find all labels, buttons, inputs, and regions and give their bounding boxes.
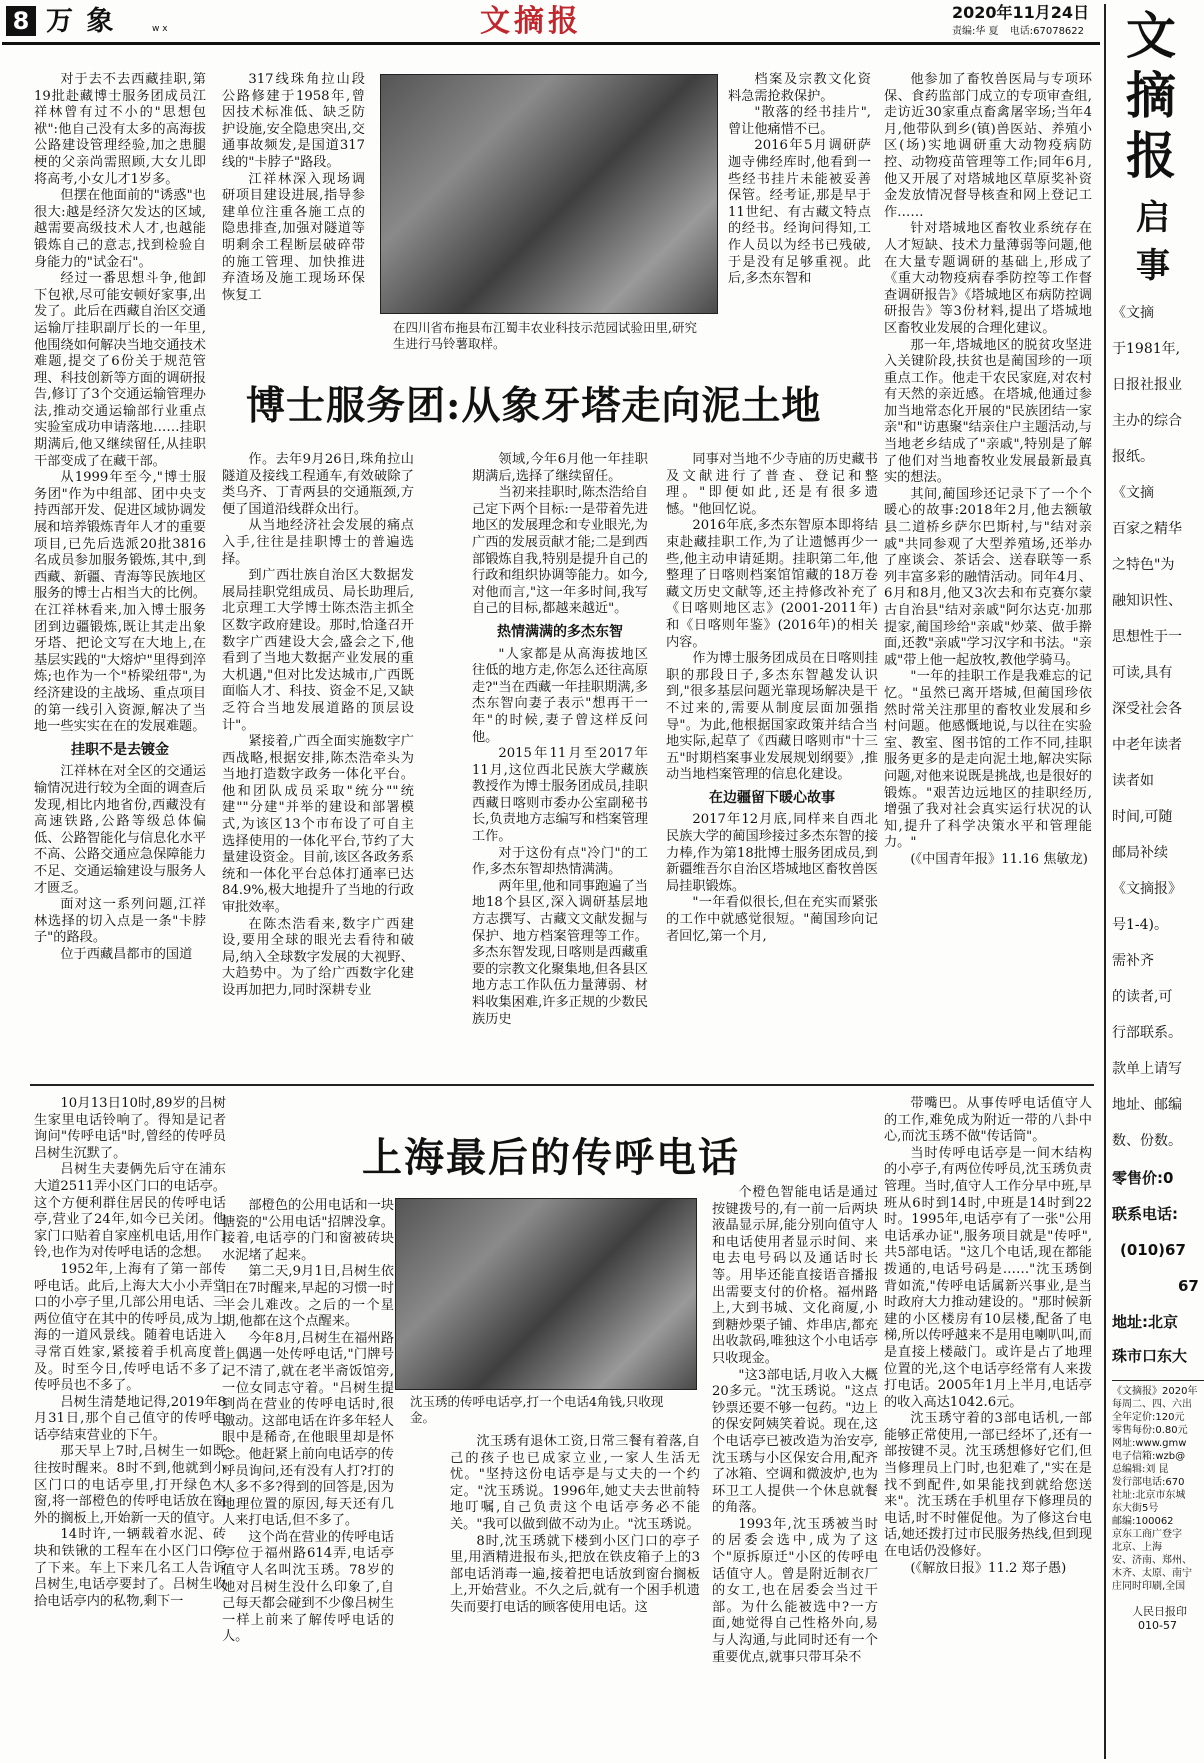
sidebar-notice-line: 百家之精华: [1112, 521, 1182, 537]
story2-col-2: [222, 1198, 394, 1756]
story1-col-2: [222, 72, 365, 357]
subheading: 热情满满的多杰东智: [497, 623, 623, 640]
sidebar-info-line: 全年定价:120元: [1112, 1412, 1185, 1423]
sidebar-info-line: 邮编:100062: [1112, 1516, 1174, 1527]
story2-photo-caption: 沈玉琇的传呼电话亭,打一个电话4角钱,只收现金。: [410, 1394, 664, 1425]
section-subtitle: w x: [152, 24, 168, 34]
story1-paragraph: 从1999年至今,"博士服务团"作为中组部、团中央支持西部开发、促进区域协调发展和培养锻炼青年人才的重要项目,已先后选派20批3816名成员参加服务锻炼,其中,到西藏、新疆、青海等民族地区服务的博士占相当大的比例。在江祥林看来,加入博士服务团到边疆锻炼,既让其走出象牙塔、把论文写在大地上,在基层实践的"大熔炉"里得到淬炼;也作为一个"桥梁纽带",为经济建设的主战场、重点项目的第一线引入资源,解决了当地一些实实在在的发展难题。: [34, 470, 206, 735]
story1-col-3: [728, 72, 871, 357]
sidebar-notice-line: 于1981年,: [1112, 341, 1181, 357]
header-rule: [2, 42, 1100, 45]
sidebar-info-line: 安、济南、郑州、: [1112, 1555, 1192, 1566]
story2-paragraph: 1993年,沈玉琇被当时的居委会选中,成为了这个"原拆原迁"小区的传呼电话值守人。曾是附近制衣厂的女工,也在居委会当过干部。为什么能被选中?一方面,她觉得自己性格外向,易与人沟通,与此同时还有一个重要优点,就事只带耳朵不: [712, 1516, 878, 1665]
sidebar-address-2: 珠市口东大: [1112, 1347, 1188, 1365]
story1-paragraph: "散落的经书挂片",曾让他痛惜不已。: [728, 105, 871, 137]
story1-paragraph: 他参加了畜牧兽医局与专项环保、食药监部门成立的专项审查组,走访近30家重点畜禽屠宰场;当年4月,他带队到乡(镇)兽医站、养殖小区(场)实地调研重大动物疫病防控、动物疫苗管理等工作;同年6月,他又开展了对塔城地区草原奖补资金发放情况督导核查和网上登记工作……: [884, 72, 1092, 220]
sidebar-address: 地址:北京: [1112, 1313, 1178, 1331]
story1-paragraph: 2017年12月底,同样来自西北民族大学的蔺国珍接过多杰东智的接力棒,作为第18批博士服务团成员,到新疆维吾尔自治区塔城地区畜牧兽医局挂职锻炼。: [666, 812, 878, 894]
story2-paragraph: 今年8月,吕树生在福州路上偶遇一处传呼电话,"门牌号记不清了,就在老半斋饭馆旁,一位女同志守着。"吕树生提到尚在营业的传呼电话时,很激动。这部电话在许多年轻人眼中是稀奇,在他眼里却是怀念。他赶紧上前向电话亭的传呼员询问,还有没有人打?打的人多不多?得到的回答是,因为地理位置的原因,每天还有几人来打电话,但不多了。: [222, 1330, 394, 1529]
story1-paragraph: 江祥林在对全区的交通运输情况进行较为全面的调查后发现,相比内地省份,西藏没有高速铁路,公路等级总体偏低、公路智能化与信息化水平不高、公路交通应急保障能力不足、交通运输建设与服务人才匮乏。: [34, 764, 206, 896]
sidebar-heading-char: 启: [1136, 198, 1170, 238]
story1-paragraph: 紧接着,广西全面实施数字广西战略,根据安排,陈杰浩牵头为当地打造数字政务一体化平台。他和团队成员采取"统分""统建""分建"并举的建设和部署模式,为该区13个市布设了可自主选择使用的一体化平台,节约了大量建设资金。目前,该区各政务系统和一体化平台总体打通率已达84.9%,极大地提升了当地的行政审批效率。: [222, 734, 414, 916]
sidebar-masthead-char: 摘: [1126, 66, 1176, 125]
story1-col-1: [34, 72, 206, 1067]
story2-paragraph: 这个尚在营业的传呼电话亭位于福州路614弄,电话亭值守人名叫沈玉琇。78岁的她对吕树生没什么印象了,自己每天都会碰到不少像吕树生一样上前来了解传呼电话的人。: [222, 1529, 394, 1645]
section-title: 万 象: [46, 6, 116, 37]
story1-paragraph: "人家都是从高海拔地区往低的地方走,你怎么还往高原走?"当在西藏一年挂职期满,多杰东智向妻子表示"想再干一年"的时候,妻子曾这样反问他。: [472, 646, 648, 745]
story1-col-7: [666, 452, 878, 1067]
story2-paragraph: 沈玉琇有退休工资,日常三餐有着落,自己的孩子也已成家立业,一家人生活无忧。"坚持这份电话亭是与丈夫的一个约定。"沈玉琇说。1996年,她丈夫去世前特地叮嘱,自己负责这个电话亭务必不能关。"我可以做到做不动为止。"沈玉琇说。: [450, 1434, 700, 1532]
sidebar-notice-lines: [1112, 304, 1204, 1150]
story1-paragraph: 位于西藏昌都市的国道: [60, 946, 193, 962]
sidebar-heading: [1136, 194, 1204, 290]
story1-paragraph: 对于这份有点"冷门"的工作,多杰东智却热情满满。: [472, 845, 648, 878]
subheading: 挂职不是去镀金: [71, 741, 169, 758]
story1-paragraph: 经过一番思想斗争,他卸下包袱,尽可能安顿好家事,出发了。此后在西藏自治区交通运输厅挂职副厅长的一年里,他围绕如何解决当地交通技术难题,提交了6份关于规范管理、科技创新等方面的调研报告,修订了3个交通运输管理办法,推动交通运输部行业重点实验室成功申请落地……挂职期满后,他又继续留任,从挂职干部变成了在藏干部。: [34, 271, 206, 469]
sidebar-price: 零售价:0: [1112, 1169, 1174, 1187]
sidebar-notice-line: 的读者,可: [1112, 989, 1173, 1005]
story1-paragraph: 2015年11月至2017年11月,这位西北民族大学藏族教授作为博士服务团成员,挂职西藏日喀则市委办公室副秘书长,负责地方志编写和档案管理工作。: [472, 746, 648, 845]
sidebar-notice-line: 《文摘: [1112, 485, 1154, 501]
sidebar-info-line: 发行部电话:670: [1112, 1477, 1185, 1488]
story1-paragraph: "一年的挂职工作是我难忘的记忆。"虽然已离开塔城,但蔺国珍依然时常关注那里的畜牧业发展和乡村问题。他感慨地说,与以往在实验室、教室、图书馆的工作不同,挂职服务更多的是走向泥土地,解决实际问题,对他来说既是挑战,也是很好的锻炼。"艰苦边远地区的挂职经历,增强了我对社会真实运行状况的认知,提升了科学决策水平和管理能力。": [884, 669, 1092, 851]
story1-photo: [380, 74, 718, 314]
story1-photo-caption: 在四川省布拖县布江蜀丰农业科技示范园试验田里,研究生进行马铃薯取样。: [393, 320, 697, 351]
sidebar-notice-line: 主办的综合: [1112, 413, 1182, 429]
sidebar-info-line: 木齐、太原、南宁: [1112, 1568, 1192, 1579]
page-number: 8: [12, 7, 30, 35]
story1-paragraph: 同事对当地不少寺庙的历史藏书及文献进行了普查、登记和整理。"即便如此,还是有很多遗憾。"他回忆说。: [666, 452, 878, 517]
sidebar-info-line: 每周二、四、六出: [1112, 1399, 1192, 1410]
sidebar-notice-line: 思想性于一: [1112, 629, 1182, 645]
story2-paragraph: 带嘴巴。从事传呼电话值守人的工作,难免成为附近一带的八卦中心,而沈玉琇不做"传话筒"。: [884, 1096, 1092, 1145]
sidebar-notice-line: 《文摘报》: [1112, 881, 1182, 897]
story-divider: [30, 1084, 1094, 1086]
sidebar-notice-line: 可读,具有: [1112, 665, 1173, 681]
sidebar-masthead: [1126, 6, 1204, 186]
sidebar-notice-line: 深受社会各: [1112, 701, 1182, 717]
sidebar-notice-line: 报纸。: [1112, 449, 1154, 465]
sidebar-notice-line: 邮局补续: [1112, 845, 1168, 861]
story1-paragraph: 在陈杰浩看来,数字广西建设,要用全球的眼光去看待和破局,纳入全球数字发展的大视野、大趋势中。为了给广西数字化建设再加把力,同时深耕专业: [222, 916, 414, 998]
story2-paragraph: 吕树生清楚地记得,2019年8月31日,那个自己值守的传呼电话亭结束营业的下午。: [34, 1394, 226, 1443]
story2-photo: [395, 1198, 697, 1390]
sidebar-notice-line: 融知识性、: [1112, 593, 1182, 609]
sidebar-notice-line: 需补齐: [1112, 953, 1154, 969]
sidebar-notice-line: 读者如: [1112, 773, 1154, 789]
editor-phone: 电话:67078622: [1009, 26, 1085, 37]
story1-paragraph: 面对这一系列问题,江祥林选择的切入点是一条"卡脖子"的路段。: [34, 897, 206, 946]
story2-paragraph: 个橙色智能电话是通过按键拨号的,有一前一后两块液晶显示屏,能分别向值守人和电话使用者显示时间、来电去电号码以及通话时长等。用毕还能直接语音播报出需要支付的价格。福州路上,大到书城、文化商厦,小到糖炒栗子铺、炸串店,都充出收款码,唯独这个小电话亭只收现金。: [712, 1185, 878, 1366]
sidebar-divider: [1104, 4, 1106, 1759]
page-number-badge: [6, 6, 36, 36]
story1-paragraph: 从当地经济社会发展的痛点入手,往往是挂职博士的普遍选择。: [222, 518, 414, 567]
story1-paragraph: 其间,蔺国珍还记录下了一个个暖心的故事:2018年2月,他去额敏县二道桥乡萨尔巴斯村,与"结对亲戚"共同参观了大型养殖场,还举办了座谈会、茶话会、送春联等一系列丰富多彩的融情活动。同年4月、6月和8月,他又3次去和布克赛尔蒙古自治县"结对亲戚"阿尔达克·加那提家,蔺国珍给"亲戚"炒菜、做手擀面,还教"亲戚"学习汉字和书法。"亲戚"带上他一起放牧,教他学骑马。: [884, 486, 1092, 668]
story2-paragraph: 14时许,一辆载着水泥、砖块和铁锹的工程车在小区门口停了下来。车上下来几名工人告诉吕树生,电话亭要封了。吕树生收拾电话亭内的私物,剩下一: [34, 1527, 226, 1609]
sidebar-footer-1: 人民日报印: [1132, 1605, 1187, 1618]
story1-paragraph: 当初来挂职时,陈杰浩给自己定下两个目标:一是带着先进地区的发展理念和专业眼光,为广西的发展贡献才能;二是到西部锻炼自我,特别是提升自己的行政和组织协调等能力。如今,对他而言,"这一年多时间,我写自己的目标,都越来越近"。: [472, 485, 648, 617]
sidebar-info-line: 总编辑:刘 昆: [1112, 1464, 1169, 1475]
story2-paragraph: 第二天,9月1日,吕树生依旧在7时醒来,早起的习惯一时半会儿难改。之后的一个星期,他都在这个点醒来。: [222, 1264, 394, 1330]
story2-col-4: [884, 1096, 1092, 1756]
story2-paragraph: 吕树生夫妻俩先后守在浦东大道2511弄小区门口的电话亭。这个方便利群住居民的传呼电话亭,营业了24年,如今已关闭。他家门口贴着自家座机电话,用作门铃,也作为对传呼电话的念想。: [34, 1162, 226, 1261]
sidebar-info-line: 零售每份:0.80元: [1112, 1425, 1188, 1436]
story1-paragraph: 作为博士服务团成员在日喀则挂职的那段日子,多杰东智越发认识到,"很多基层问题光靠现场解决是干不过来的,需要从制度层面加强指导"。为此,他根据国家政策并结合当地实际,起草了《西藏日喀则市"十三五"时期档案事业发展规划纲要》,推动当地档案管理的信息化建设。: [666, 651, 878, 783]
story1-paragraph: 那一年,塔城地区的脱贫攻坚进入关键阶段,扶贫也是蔺国珍的一项重点工作。他走干农民家庭,对农村有天然的亲近感。在塔城,他通过参加当地常态化开展的"民族团结一家亲"和"访惠聚"结亲住户主题活动,与当地老乡结成了"亲戚",特别是了解了他们对当地畜牧业发展最新最真实的想法。: [884, 337, 1092, 486]
sidebar-info-line: 京东工商广登字: [1112, 1529, 1182, 1540]
subheading: 在边疆留下暖心故事: [709, 789, 835, 806]
story1-paragraph: 两年里,他和同事跑遍了当地18个县区,深入调研基层地方志撰写、古藏文文献发掘与保护、地方档案管理等工作。多杰东智发现,日喀则是西藏重要的宗教文化聚集地,但各县区地方志工作队伍力量薄弱、材料收集困难,许多正规的少数民族历史: [472, 878, 648, 1027]
sidebar-masthead-char: 文: [1126, 6, 1176, 65]
sidebar-heading-char: 事: [1136, 246, 1170, 286]
sidebar-info-line: 庄同时印刷,全国: [1112, 1581, 1186, 1592]
sidebar-notice-line: 《文摘: [1112, 305, 1154, 321]
masthead: 文摘报: [480, 4, 582, 39]
story2-paragraph: 8时,沈玉琇就下楼到小区门口的亭子里,用酒精进报布头,把放在铁皮箱子上的3部电话消毒一遍,接着把电话放到窗台搁板上,开始营业。不久之后,就有一个困手机遗失而要打电话的顾客使用电话。这: [450, 1533, 700, 1615]
story1-col-6: [472, 452, 648, 1067]
issue-date: 2020年11月24日: [952, 3, 1090, 22]
sidebar-notice-line: 数、份数。: [1112, 1133, 1182, 1149]
sidebar-notice-line: 号1-4)。: [1112, 917, 1169, 933]
sidebar-notice-line: 中老年读者: [1112, 737, 1182, 753]
sidebar-notice-line: 时间,可随: [1112, 809, 1173, 825]
editor-name: 责编:华 夏: [952, 26, 999, 37]
story2-paragraph: (《解放日报》11.2 郑子愚): [910, 1560, 1067, 1576]
story1-paragraph: 但摆在他面前的"诱惑"也很大:越是经济欠发达的区域,越需要高级技术人才,也越能锻炼自己的意志,找到检验自身能力的"试金石"。: [34, 188, 206, 270]
story1-paragraph: 档案及宗教文化资料急需抢救保护。: [728, 72, 871, 104]
sidebar-info-line: 东大街5号: [1112, 1503, 1159, 1514]
story1-paragraph: 到广西壮族自治区大数据发展局挂职党组成员、局长助理后,北京理工大学博士陈杰浩主抓全区数字政府建设。那时,恰逢召开数字广西建设大会,盛会之下,他看到了当地大数据产业发展的重大机遇,"但对比发达城市,广西既面临人才、科技、资金不足,又缺乏符合当地发展道路的顶层设计"。: [222, 568, 414, 733]
sidebar-notice-line: 行部联系。: [1112, 1025, 1182, 1041]
editor-line: [952, 26, 1084, 38]
sidebar-info-line: 网址:www.gmw: [1112, 1438, 1187, 1449]
sidebar-notice-line: 日报社报业: [1112, 377, 1182, 393]
story1-col-5: [222, 452, 414, 1067]
sidebar-info-line: 《文摘报》2020年: [1112, 1386, 1198, 1397]
sidebar: [1112, 6, 1204, 1761]
story1-paragraph: 对于去不去西藏挂职,第19批赴藏博士服务团成员江祥林曾有过不小的"思想包袱":他自己没有太多的高海拔公路建设管理经验,加之患腿梗的父亲尚需照顾,大女儿即将高考,小女儿才1岁多。: [34, 72, 206, 187]
story2-headline: 上海最后的传呼电话: [362, 1134, 740, 1181]
sidebar-info-line: 北京、上海: [1112, 1542, 1162, 1553]
story2-col-1: [34, 1096, 226, 1756]
story2-paragraph: 部橙色的公用电话和一块搪瓷的"公用电话"招牌没拿。接着,电话亭的门和窗被砖块水泥堵了起来。: [222, 1198, 394, 1263]
story1-paragraph: 317线珠角拉山段公路修建于1958年,曾因技术标准低、缺乏防护设施,安全隐患突出,交通事故频发,是国道317线的"卡脖子"路段。: [222, 72, 365, 170]
story1-paragraph: 江祥林深入现场调研项目建设进展,指导参建单位注重各施工点的隐患排查,加强对隧道等明剩余工程断层破碎带的施工管理、加快推进弃渣场及施工现场环保恢复工: [222, 171, 365, 303]
story1-paragraph: 2016年底,多杰东智原本即将结束赴藏挂职工作,为了让遗憾再少一些,他主动申请延期。挂职第二年,他整理了日喀则档案馆馆藏的18万卷藏文历史文献等,还主持修改补充了《日喀则地区志》(2001-2011年)和《日喀则年鉴》(2016年)的相关内容。: [666, 518, 878, 650]
sidebar-contact-1: (010)67: [1120, 1241, 1186, 1259]
sidebar-footer-2: 010-57: [1138, 1619, 1177, 1632]
story2-paragraph: "这3部电话,月收入大概20多元。"沈玉琇说。"这点钞票还要不够一包药。"边上的保安阿姨笑着说。现在,这个电话亭已被改造为治安亭,沈玉琇与小区保安合用,配齐了冰箱、空调和微波炉,也为环卫工人提供一个休息就餐的角落。: [712, 1367, 878, 1516]
story2-paragraph: 1952年,上海有了第一部传呼电话。此后,上海大大小小弄堂口的小亭子里,几部公用电话、三两位值守在其中的传呼员,成为上海的一道风景线。随着电话进入寻常百姓家,紧接着手机高度普及。时至今日,传呼电话不多了,传呼员也不多了。: [34, 1261, 226, 1394]
sidebar-info-line: 电子信箱:wzb@: [1112, 1451, 1186, 1462]
story1-col-4: [884, 72, 1092, 1067]
sidebar-contact-2: 67: [1178, 1277, 1199, 1295]
story2-paragraph: 当时传呼电话亭是一间木结构的小亭子,有两位传呼员,沈玉琇负责管理。当时,值守人工作分早中班,早班从6时到14时,中班是14时到22时。1995年,电话亭有了一张"公用电话承办证",服务项目就是"传呼",共5部电话。"这几个电话,现在都能拨通的,电话号码是……"沈玉琇倒背如流,"传呼电话属新兴事业,是当时政府大力推动建设的。"那时候新建的小区楼房有10层楼,配备了电梯,所以传呼越来不是用电喇叭叫,而是直接上楼敲门。或许是占了地理位置的光,这个电话亭经常有人来拨打电话。2005年1月上半月,电话亭的收入高达1042.6元。: [884, 1145, 1092, 1410]
sidebar-notice-line: 款单上请写: [1112, 1061, 1182, 1077]
story1-paragraph: 领域,今年6月他一年挂职期满后,选择了继续留任。: [472, 452, 648, 484]
sidebar-notice-line: 地址、邮编: [1112, 1097, 1182, 1113]
story2-paragraph: 沈玉琇守着的3部电话机,一部能够正常使用,一部已经坏了,还有一部按键不灵。沈玉琇想修好它们,但当修理员上门时,也犯难了,"实在是找不到配件,如果能找到就给您送来"。沈玉琇在手机里存下修理员的电话,时不时催促他。为了修这台电话,她还拨打过市民服务热线,但到现在电话仍没修好。: [884, 1411, 1092, 1560]
story2-paragraph: 那天早上7时,吕树生一如既往按时醒来。8时不到,他就到小区门口的电话亭里,打开绿色木窗,将一部橙色的传呼电话放在窗外的搁板上,开始新一天的值守。: [34, 1444, 226, 1526]
story1-paragraph: 作。去年9月26日,珠角拉山隧道及接线工程通车,有效破除了类乌齐、丁青两县的交通瓶颈,方便了国道沿线群众出行。: [222, 452, 414, 517]
story2-paragraph: 10月13日10时,89岁的吕树生家里电话铃响了。得知是记者询问"传呼电话"时,曾经的传呼员吕树生沉默了。: [34, 1096, 226, 1161]
sidebar-contact-label: 联系电话:: [1112, 1205, 1178, 1223]
story1-paragraph: "一年看似很长,但在充实而紧张的工作中就感觉很短。"蔺国珍向记者回忆,第一个月,: [666, 895, 878, 944]
story1-paragraph: 2016年5月调研萨迦寺佛经库时,他看到一些经书挂片未能被妥善保管。经考证,那是早于11世纪、有古藏文特点的经书。经询问得知,工作人员以为经书已残破,于是没有足够重视。此后,多杰东智和: [728, 138, 871, 287]
story2-col-3: [712, 1185, 878, 1665]
sidebar-notice-line: 之特色"为: [1112, 557, 1175, 573]
sidebar-masthead-char: 报: [1126, 126, 1176, 185]
sidebar-info-line: 社址:北京市东城: [1112, 1490, 1186, 1501]
story1-headline: 博士服务团:从象牙塔走向泥土地: [246, 383, 822, 429]
story1-paragraph: 针对塔城地区畜牧业系统存在人才短缺、技术力量薄弱等问题,他在大量专题调研的基础上,形成了《重大动物疫病春季防控等工作督查调研报告》《塔城地区布病防控调研报告》等3份材料,提出了塔城地区畜牧业发展的合理化建议。: [884, 221, 1092, 336]
story2-col-3-lower: [450, 1434, 700, 1756]
story1-paragraph: (《中国青年报》11.16 焦敏龙): [910, 851, 1088, 867]
sidebar-info-box: [1112, 1380, 1204, 1593]
